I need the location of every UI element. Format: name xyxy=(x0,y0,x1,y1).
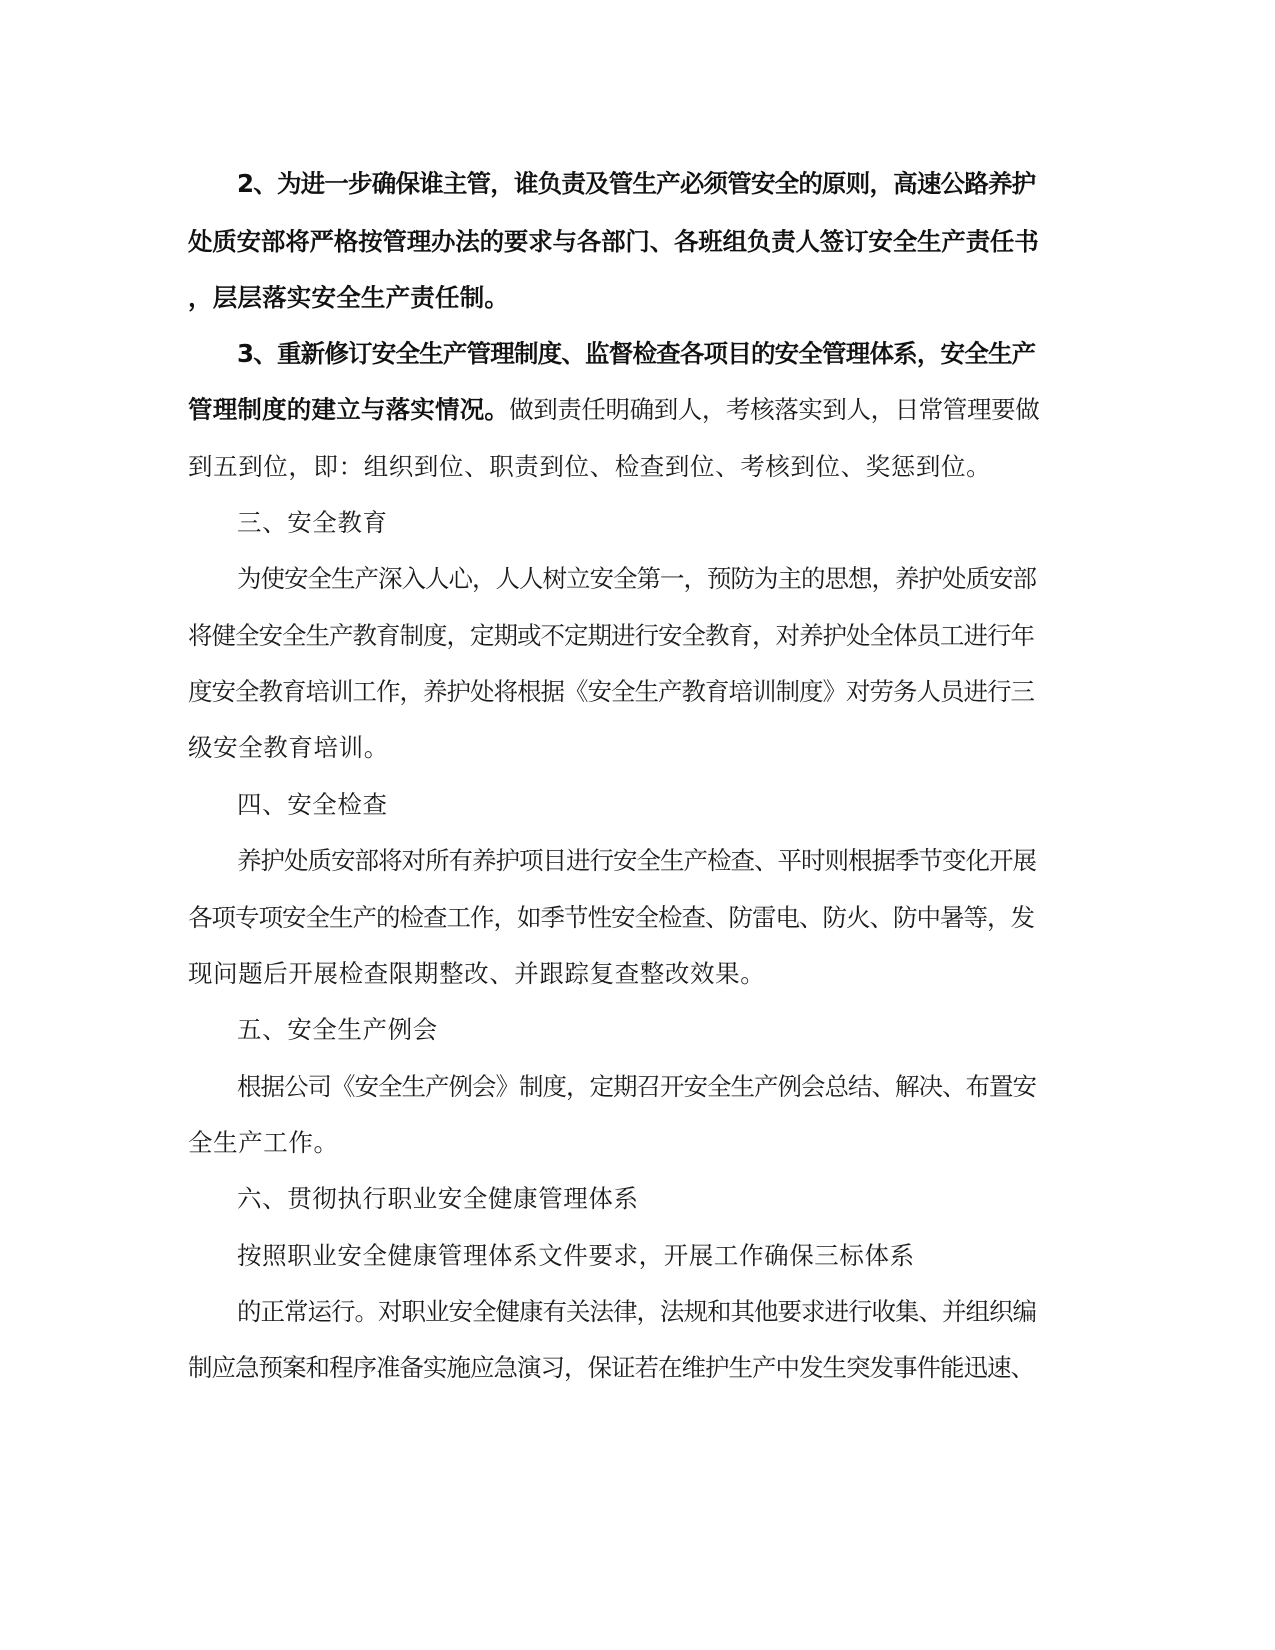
item3-line2-rest: 做到责任明确到人，考核落实到人，日常管理要做 xyxy=(509,395,1040,424)
item2-line1: 2、为进一步确保谁主管，谁负责及管生产必须管安全的原则，高速公路养护 xyxy=(237,169,1036,198)
section5-line2: 全生产工作。 xyxy=(188,1128,339,1157)
section6-heading: 六、贯彻执行职业安全健康管理体系 xyxy=(237,1184,639,1213)
section4-line3: 现问题后开展检查限期整改、并跟踪复查整改效果。 xyxy=(188,959,766,988)
section4-heading: 四、安全检查 xyxy=(237,790,388,819)
item2-line2: 处质安部将严格按管理办法的要求与各部门、各班组负责人签订安全生产责任书 xyxy=(188,227,1039,256)
item3-line3: 到五到位，即：组织到位、职责到位、检查到位、考核到位、奖惩到位。 xyxy=(188,452,992,481)
section4-line1: 养护处质安部将对所有养护项目进行安全生产检查、平时则根据季节变化开展 xyxy=(237,846,1036,875)
section5-heading: 五、安全生产例会 xyxy=(237,1015,438,1044)
section3-line3: 度安全教育培训工作，养护处将根据《安全生产教育培训制度》对劳务人员进行三 xyxy=(188,677,1034,706)
item3-line2 xyxy=(188,394,1039,426)
section3-heading: 三、安全教育 xyxy=(237,508,388,537)
section4-line2: 各项专项安全生产的检查工作，如季节性安全检查、防雷电、防火、防中暑等，发 xyxy=(188,903,1034,932)
section5-line1: 根据公司《安全生产例会》制度，定期召开安全生产例会总结、解决、布置安 xyxy=(237,1072,1036,1101)
section6-line3: 制应急预案和程序准备实施应急演习，保证若在维护生产中发生突发事件能迅速、 xyxy=(188,1353,1034,1382)
item3-line1: 3、重新修订安全生产管理制度、监督检查各项目的安全管理体系，安全生产 xyxy=(237,339,1036,368)
section3-line2: 将健全安全生产教育制度，定期或不定期进行安全教育，对养护处全体员工进行年 xyxy=(188,621,1034,650)
section3-line4: 级安全教育培训。 xyxy=(188,733,389,762)
item3-line2-bold: 管理制度的建立与落实情况。 xyxy=(188,395,510,424)
item2-line3: ，层层落实安全生产责任制。 xyxy=(188,283,510,312)
section3-line1: 为使安全生产深入人心，人人树立安全第一，预防为主的思想，养护处质安部 xyxy=(237,564,1036,593)
section6-line2: 的正常运行。对职业安全健康有关法律，法规和其他要求进行收集、并组织编 xyxy=(237,1297,1036,1326)
section6-line1: 按照职业安全健康管理体系文件要求，开展工作确保三标体系 xyxy=(237,1241,915,1270)
